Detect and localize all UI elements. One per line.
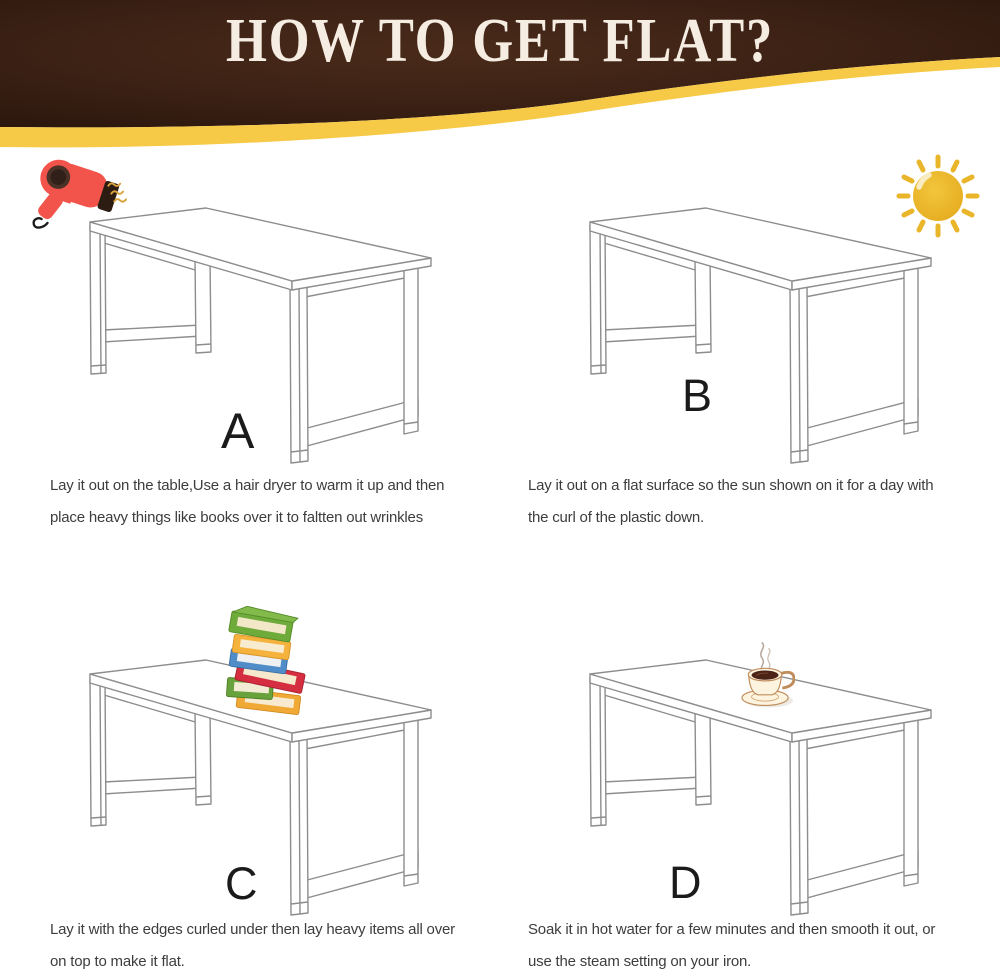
caption-line: on top to make it flat.: [50, 953, 185, 970]
caption-line: Lay it out on a flat surface so the sun shown on it for a day with: [528, 477, 934, 494]
method-b-label: B: [682, 370, 713, 421]
caption-line: Lay it with the edges curled under then lay heavy items all over: [50, 921, 455, 938]
caption-line: Soak it in hot water for a few minutes and then smooth it out, or: [528, 921, 936, 938]
sun-icon: [892, 150, 984, 242]
method-c-description: [50, 914, 455, 974]
header: [0, 0, 1000, 160]
caption-line: place heavy things like books over it to faltten out wrinkles: [50, 509, 424, 526]
method-a-description: [50, 470, 444, 534]
hair-dryer-icon: [20, 158, 128, 232]
books-icon: [224, 606, 309, 716]
method-d-label: D: [669, 857, 702, 908]
caption-line: use the steam setting on your iron.: [528, 953, 752, 970]
method-b-description: [528, 470, 933, 534]
method-c-label: C: [225, 858, 258, 909]
caption-line: Lay it out on the table,Use a hair dryer to warm it up and then: [50, 477, 445, 494]
coffee-cup-icon: [737, 639, 795, 716]
method-d-description: [528, 914, 935, 974]
page-title: HOW TO GET FLAT?: [225, 7, 775, 75]
table-illustration-b: [540, 190, 940, 475]
caption-line: the curl of the plastic down.: [528, 509, 704, 526]
method-a-label: A: [221, 403, 255, 459]
